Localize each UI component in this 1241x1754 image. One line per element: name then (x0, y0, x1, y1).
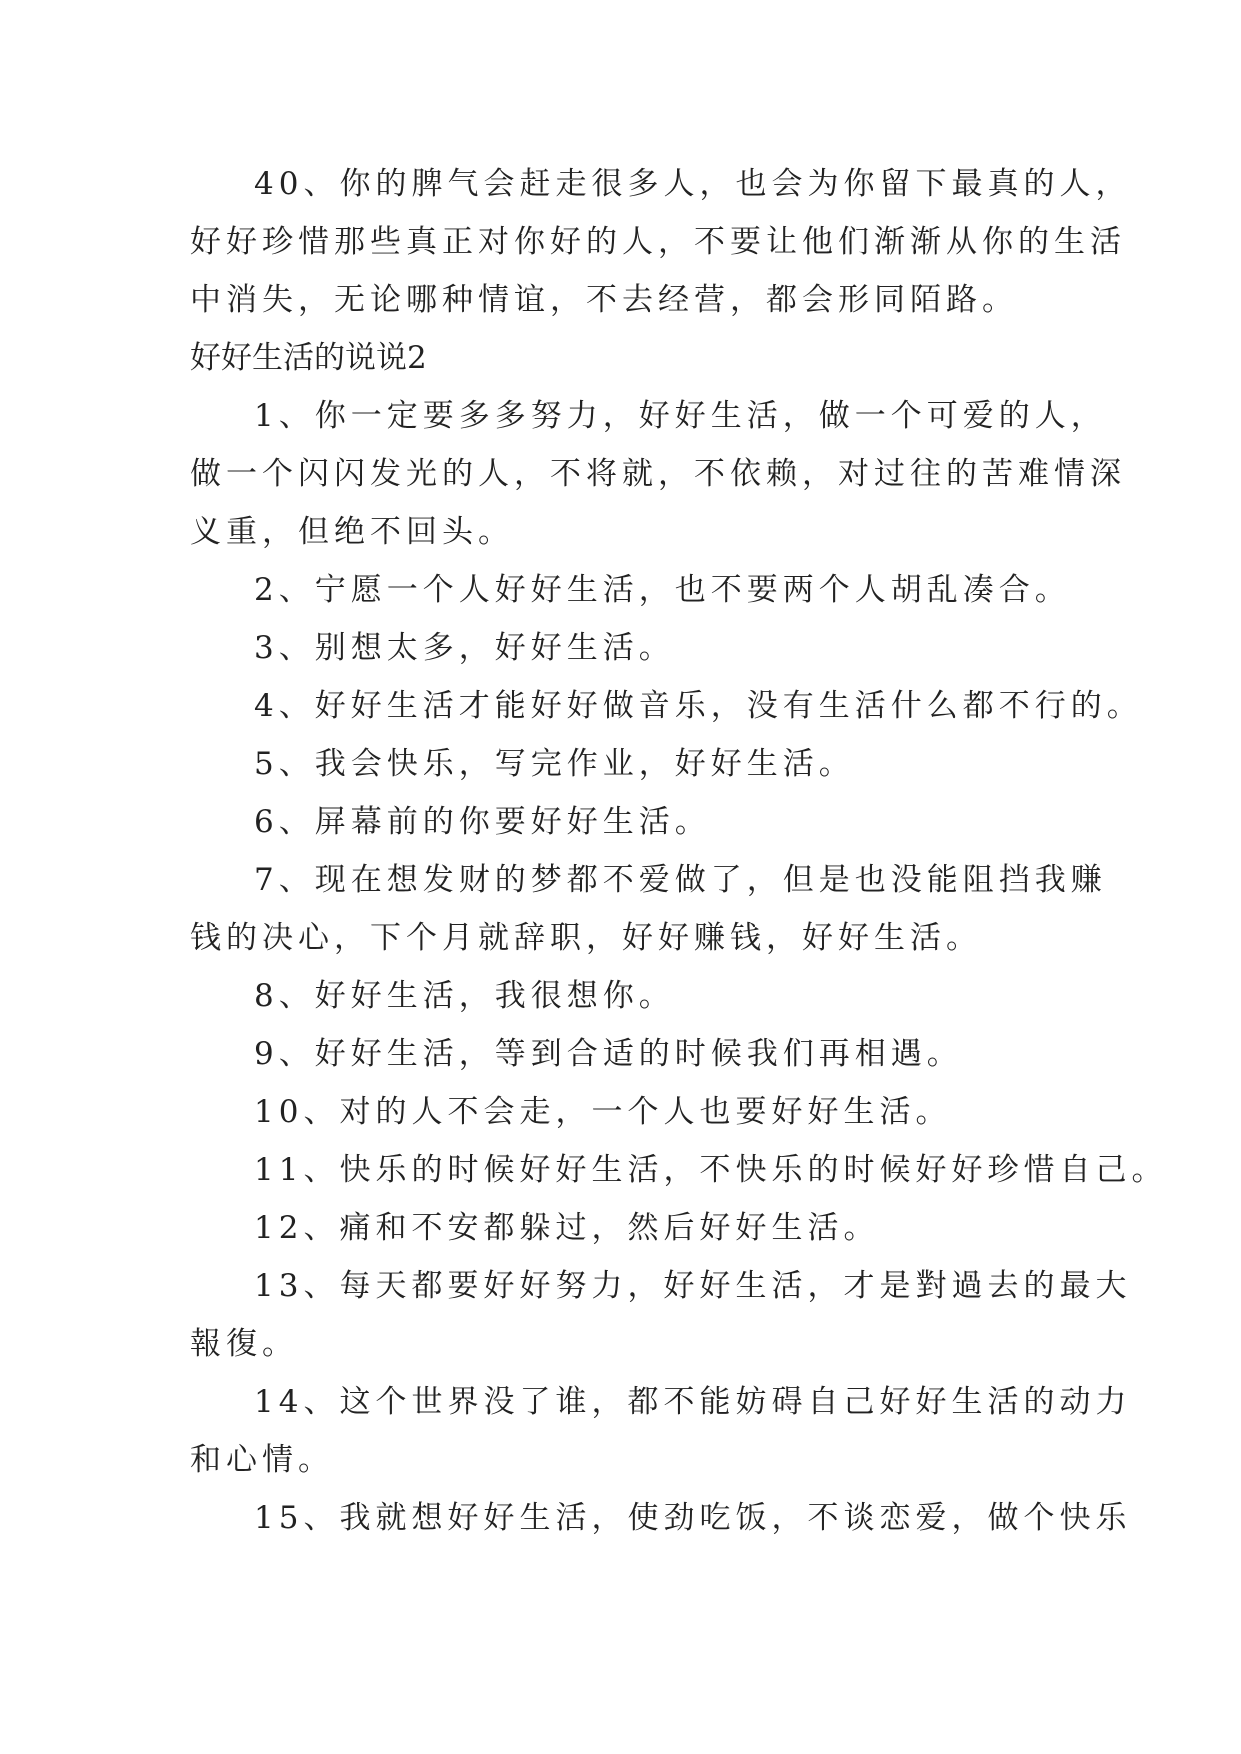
item-14-line-1: 14、这个世界没了谁，都不能妨碍自己好好生活的动力 (254, 1384, 1132, 1420)
item-7-line-1: 7、现在想发财的梦都不爱做了，但是也没能阻挡我赚 (254, 862, 1107, 898)
item-12: 12、痛和不安都躲过，然后好好生活。 (254, 1210, 880, 1246)
paragraph-40-line-1: 40、你的脾气会赶走很多人，也会为你留下最真的人， (254, 166, 1132, 202)
item-14-line-2: 和心情。 (190, 1442, 334, 1478)
item-8: 8、好好生活，我很想你。 (254, 978, 675, 1014)
paragraph-40-line-3: 中消失，无论哪种情谊，不去经营，都会形同陌路。 (190, 282, 1018, 318)
item-2: 2、宁愿一个人好好生活，也不要两个人胡乱凑合。 (254, 572, 1071, 608)
item-13-line-1: 13、每天都要好好努力，好好生活，才是對過去的最大 (254, 1268, 1132, 1304)
item-5: 5、我会快乐，写完作业，好好生活。 (254, 746, 855, 782)
item-1-line-3: 义重，但绝不回头。 (190, 514, 514, 550)
item-15-line-1: 15、我就想好好生活，使劲吃饭，不谈恋爱，做个快乐 (254, 1500, 1132, 1536)
item-11: 11、快乐的时候好好生活，不快乐的时候好好珍惜自己。 (254, 1152, 1168, 1188)
document-body (190, 155, 1168, 1547)
item-6: 6、屏幕前的你要好好生活。 (254, 804, 711, 840)
paragraph-40-line-2: 好好珍惜那些真正对你好的人，不要让他们渐渐从你的生活 (190, 224, 1126, 260)
item-13-line-2: 報復。 (190, 1326, 298, 1362)
section-heading: 好好生活的说说2 (190, 340, 427, 376)
item-3: 3、别想太多，好好生活。 (254, 630, 675, 666)
item-7-line-2: 钱的决心，下个月就辞职，好好赚钱，好好生活。 (190, 920, 982, 956)
item-1-line-2: 做一个闪闪发光的人，不将就，不依赖，对过往的苦难情深 (190, 456, 1126, 492)
item-10: 10、对的人不会走，一个人也要好好生活。 (254, 1094, 952, 1130)
item-1-line-1: 1、你一定要多多努力，好好生活，做一个可爱的人， (254, 398, 1107, 434)
item-4: 4、好好生活才能好好做音乐，没有生活什么都不行的。 (254, 688, 1143, 724)
item-9: 9、好好生活，等到合适的时候我们再相遇。 (254, 1036, 963, 1072)
